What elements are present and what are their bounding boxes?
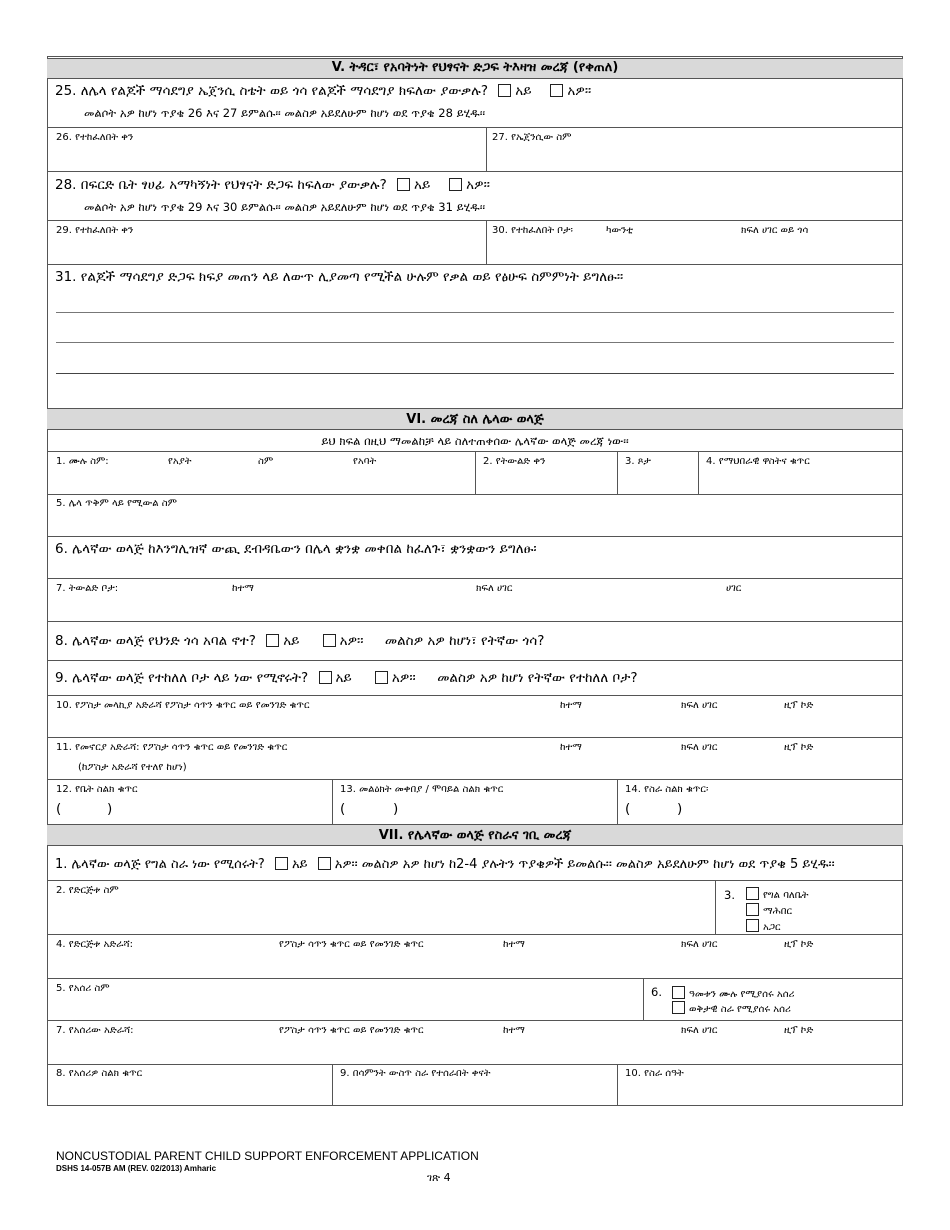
vii-field-5-label: 5. የአሰሪ ስም	[56, 983, 110, 994]
vii-field-3-opt2: ማሕበር	[746, 903, 792, 918]
vii-field-3-label: 3.	[724, 888, 735, 902]
q31-line-3[interactable]	[56, 373, 894, 374]
q25-no-checkbox[interactable]	[550, 84, 563, 97]
q31-line-1[interactable]	[56, 312, 894, 313]
vii-field-7-state: ክፍለ ሀገር	[681, 1025, 718, 1036]
field-10-state: ክፍለ ሀገር	[681, 700, 718, 711]
q9-no-checkbox[interactable]	[375, 671, 388, 684]
corporation-checkbox[interactable]	[746, 903, 759, 916]
field-3-label: 3. ጾታ	[625, 456, 651, 467]
field-10-zip: ዚፕ ኮድ	[784, 700, 814, 711]
question-28-note: መልሶት አዎ ከሆነ ጥያቄ 29 እና 30 ይምልሱ፡፡ መልስዎ አይደለሁም ከሆነ ወደ ጥያቄ 31 ይሂዱ፡፡	[84, 200, 486, 214]
field-11-state: ክፍለ ሀገር	[681, 742, 718, 753]
field-12-paren-open: (	[56, 801, 62, 817]
vii-field-3-opt3: አጋር	[746, 919, 781, 934]
question-9: 9. ሌላኛው ወላጅ የተከለለ ቦታ ላይ ነው የሚኖሩት? አይ አዎ፡፡ መልስዎ አዎ ከሆነ የትኛው የተከለለ ቦታ?	[55, 670, 638, 686]
field-30-state: ክፍለ ሀገር ወይ ጎሳ	[741, 225, 809, 236]
vii-q1-yes-checkbox[interactable]	[275, 857, 288, 870]
question-31: 31. የልጆች ማሳደግያ ድጋፍ ክፍያ መጠን ላይ ለውጥ ሊያመጣ የሚችል ሁሉም የቃል ወይ የፅሁፍ ስምምነት ይግለፁ፡፡	[55, 269, 624, 285]
vii-field-6-label: 6.	[651, 985, 662, 999]
field-5-label: 5. ሌላ ጥቅም ላይ የሚውል ስም	[56, 498, 178, 509]
vii-field-7-city: ከተማ	[503, 1025, 525, 1036]
vii-field-10-label: 10. የስራ ሰዓት	[625, 1068, 684, 1079]
field-13-label: 13. መልዕክት መቀበያ / ሞባይል ስልክ ቁጥር	[340, 784, 504, 795]
vii-field-7-label: 7. የአሰሪው አድራሻ:	[56, 1025, 134, 1036]
field-13-paren-close: )	[393, 801, 399, 817]
question-8: 8. ሌላኛው ወላጅ የህንድ ጎሳ አባል ኖተ? አይ አዎ፡፡ መልስዎ አዎ ከሆነ፣ የትኛው ጎሳ?	[55, 633, 545, 649]
field-11-city: ከተማ	[560, 742, 582, 753]
year-round-employer-checkbox[interactable]	[672, 986, 685, 999]
question-28: 28. በፍርድ ቤት ፃሀፊ አማካኝነት የህፃናት ድጋፍ ከፍለው ያውቃሉ? አይ አዎ፡፡	[55, 177, 490, 193]
vii-field-4-zip: ዚፕ ኮድ	[784, 939, 814, 950]
field-14-label: 14. የስራ ስልክ ቁጥር፡	[625, 784, 709, 795]
field-11-sub: (ከፖስታ አድራሻ የተለየ ከሆነ)	[78, 762, 187, 773]
sole-owner-checkbox[interactable]	[746, 887, 759, 900]
vii-field-3-opt1: የግል ባለቤት	[746, 887, 808, 902]
field-29-label: 29. የተከፈለበት ቀን	[56, 225, 134, 236]
field-13-paren-open: (	[340, 801, 346, 817]
vii-field-6-opt2: ወቅታዊ ስራ የሚያሰሩ አሰሪ	[672, 1001, 791, 1016]
vii-field-4-street: የፖስታ ሳጥን ቁጥር ወይ የመንገድ ቁጥር	[279, 939, 424, 950]
seasonal-employer-checkbox[interactable]	[672, 1001, 685, 1014]
vii-field-4-label: 4. የድርጅቱ አድራሻ:	[56, 939, 134, 950]
page-number: ገጽ 4	[427, 1171, 451, 1184]
vii-q1-no-checkbox[interactable]	[318, 857, 331, 870]
field-7-city: ከተማ	[232, 583, 254, 594]
section-vii-header: VII. የሌላኛው ወላጅ የስራና ገቢ መረጃ	[47, 824, 903, 846]
vii-field-4-state: ክፍለ ሀገር	[681, 939, 718, 950]
q25-yes-checkbox[interactable]	[498, 84, 511, 97]
vii-field-4-city: ከተማ	[503, 939, 525, 950]
vii-field-6-opt1: ዓመቱን ሙሉ የሚያሰሩ አሰሪ	[672, 986, 794, 1001]
field-7-state: ክፍለ ሀገር	[476, 583, 513, 594]
partner-checkbox[interactable]	[746, 919, 759, 932]
field-11-label: 11. የመኖርያ አድራሻ: የፖስታ ሳጥን ቁጥር ወይ የመንገድ ቁጥር	[56, 742, 288, 753]
vii-field-9-label: 9. በሳምንት ውስጥ ስራ የተሰራበት ቀናት	[340, 1068, 491, 1079]
field-27-label: 27. የኤጀንሲው ስም	[492, 132, 572, 143]
field-10-city: ከተማ	[560, 700, 582, 711]
question-vii-1: 1. ሌላኛው ወላጅ የግል ስራ ነው የሚሰሩት? አይ አዎ፡፡ መልስዎ አዎ ከሆነ ከ2-4 ያሉትን ጥያቄዎች ይመልሱ፡፡ መልስዎ አይደለሁም ከሆነ ወደ ጥያቄ 5 ይሂዱ፡፡	[55, 857, 835, 872]
form-code: DSHS 14-057B AM (REV. 02/2013) Amharic	[56, 1164, 217, 1173]
q28-no-checkbox[interactable]	[449, 178, 462, 191]
field-2-label: 2. የትውልድ ቀን	[483, 456, 546, 467]
q28-yes-checkbox[interactable]	[397, 178, 410, 191]
field-12-paren-close: )	[107, 801, 113, 817]
field-1-father: የአባት	[353, 456, 377, 467]
field-7-label: 7. ትውልድ ቦታ:	[56, 583, 119, 594]
q8-yes-checkbox[interactable]	[266, 634, 279, 647]
section-vi-header: VI. መረጃ ስለ ሌላው ወላጅ	[47, 408, 903, 430]
question-25-note: መልሶት አዎ ከሆነ ጥያቄ 26 እና 27 ይምልሱ፡፡ መልስዎ አይደለሁም ከሆነ ወደ ጥያቄ 28 ይሂዱ፡፡	[84, 106, 486, 120]
form-title: NONCUSTODIAL PARENT CHILD SUPPORT ENFORCEMENT APPLICATION	[56, 1149, 479, 1163]
field-26-label: 26. የተከፈለበት ቀን	[56, 132, 134, 143]
section-vi-intro: ይህ ክፍል በዚህ ማመልከቻ ላይ ስለተጠቀሰው ሌላኛው ወላጅ መረጃ ነው፡፡	[321, 434, 629, 448]
field-1-name: ስም	[258, 456, 274, 467]
vii-field-2-label: 2. የድርጅቱ ስም	[56, 885, 119, 896]
question-25: 25. ለሌላ የልጆች ማሳደግያ ኤጀንሲ ስቴት ወይ ጎሳ የልጆች ማሳደግያ ክፍለው ያውቃሉ? አይ አዎ፡፡	[55, 83, 592, 99]
field-12-label: 12. የቤት ስልክ ቁጥር	[56, 784, 138, 795]
field-30-label: 30. የተከፈለበት ቦታ፡	[492, 225, 573, 236]
field-14-paren-open: (	[625, 801, 631, 817]
field-30-county: ካውንቲ	[606, 225, 634, 236]
field-14-paren-close: )	[677, 801, 683, 817]
vii-field-7-street: የፖስታ ሳጥን ቁጥር ወይ የመንገድ ቁጥር	[279, 1025, 424, 1036]
q8-no-checkbox[interactable]	[323, 634, 336, 647]
field-1-first: የአያት	[168, 456, 192, 467]
vii-field-8-label: 8. የአሰሪዎ ስልክ ቁጥር	[56, 1068, 143, 1079]
field-7-country: ሀገር	[726, 583, 742, 594]
field-1-label: 1. ሙሉ ስም:	[56, 456, 109, 467]
field-6-label: 6. ሌላኛው ወላጅ ከእንግሊዝኛ ውጪ ደብዳቤውን በሌላ ቋንቋ መቀበል ከፈለጉ፣ ቋንቋውን ይግለፁ፡	[55, 541, 537, 557]
q9-yes-checkbox[interactable]	[319, 671, 332, 684]
field-11-zip: ዚፕ ኮድ	[784, 742, 814, 753]
vii-field-7-zip: ዚፕ ኮድ	[784, 1025, 814, 1036]
field-4-label: 4. የማህበራዊ ዋስትና ቁጥር	[706, 456, 810, 467]
q31-line-2[interactable]	[56, 342, 894, 343]
field-10-label: 10. የፖስታ መላኪያ አድራሻ የፖስታ ሳጥን ቁጥር ወይ የመንገድ ቁጥር	[56, 700, 310, 711]
section-v-header: V. ትዳር፣ የአባትነት የህፃናት ድጋፍ ትእዛዝ መረጃ (የቀጠለ)	[47, 58, 903, 79]
